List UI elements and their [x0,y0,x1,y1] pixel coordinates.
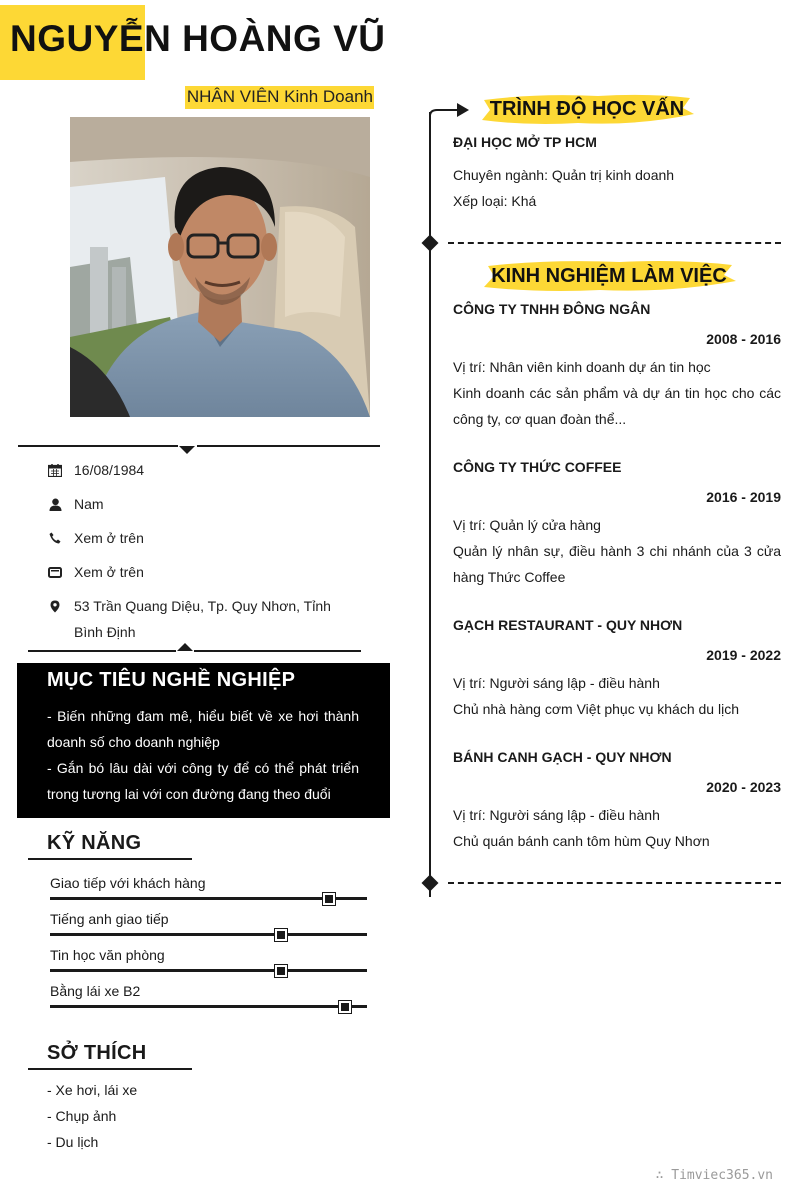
skill-label: Bằng lái xe B2 [50,983,141,999]
career-goal-text [47,703,359,807]
birthdate-row [47,457,334,483]
job-description: Quản lý nhân sự, điều hành 3 chi nhánh của 3 cửa hàng Thức Coffee [453,543,781,585]
education-title: TRÌNH ĐỘ HỌC VẤN [489,97,685,120]
address-row [47,593,334,645]
dashed-divider [448,242,781,244]
education-title-wrap [478,90,696,128]
skill-level-marker [275,929,287,941]
user-icon [47,491,63,517]
divider-right [197,445,380,447]
job-period: 2019 - 2022 [706,647,781,663]
phone-row [47,525,334,551]
job-position: Vị trí: Quản lý cửa hàng [453,517,601,533]
job-title: NHÂN VIÊN Kinh Doanh [185,86,374,109]
hobbies-title-underline [28,1068,192,1070]
watermark-text: Timviec365.vn [671,1168,773,1183]
phone-icon [47,525,63,551]
skill-label: Giao tiếp với khách hàng [50,875,206,891]
address: 53 Trần Quang Diệu, Tp. Quy Nhơn, Tỉnh Bình Định [74,598,331,640]
career-goal-line: - Biến những đam mê, hiểu biết về xe hơi thành doanh số cho doanh nghiệp [47,708,359,750]
divider-left [18,445,178,447]
job-period: 2020 - 2023 [706,779,781,795]
candidate-name: NGUYỄN HOÀNG VŨ [10,18,386,59]
timeline-diamond [422,235,439,252]
hobby-item: - Chụp ảnh [47,1108,117,1124]
calendar-icon [47,457,63,483]
experience-title: KINH NGHIỆM LÀM VIỆC [491,264,727,287]
job-company: CÔNG TY THỨC COFFEE [453,459,622,475]
location-icon [47,593,63,619]
job-details [453,802,781,854]
job-period: 2008 - 2016 [706,331,781,347]
skill-level-marker [323,893,335,905]
skill-label: Tiếng anh giao tiếp [50,911,169,927]
job-description: Chủ quán bánh canh tôm hùm Quy Nhơn [453,833,710,849]
job-company: CÔNG TY TNHH ĐÔNG NGÂN [453,301,651,317]
job-details [453,512,781,590]
email-row [47,559,334,585]
email[interactable]: Xem ở trên [74,564,144,580]
email-icon [47,559,63,585]
gender-row [47,491,334,517]
job-description: Chủ nhà hàng cơm Việt phục vụ khách du lịch [453,701,739,717]
job-position: Vị trí: Người sáng lập - điều hành [453,675,660,691]
skill-bar [50,1005,367,1008]
career-goal-section [17,663,390,818]
education-grade: Xếp loại: Khá [453,193,537,209]
job-description: Kinh doanh các sản phẩm và dự án tin học cho các công ty, cơ quan đoàn thể... [453,385,781,427]
divider-notch [179,446,195,454]
skill-label: Tin học văn phòng [50,947,165,963]
skills-title-underline [28,858,192,860]
skill-bar [50,933,367,936]
job-company: GẠCH RESTAURANT - QUY NHƠN [453,617,683,633]
job-details [453,354,781,432]
divider-right-2 [194,650,361,652]
timeline-diamond [422,875,439,892]
job-company: BÁNH CANH GẠCH - QUY NHƠN [453,749,672,765]
job-position: Vị trí: Nhân viên kinh doanh dự án tin học [453,359,711,375]
hobbies-title: SỞ THÍCH [47,1042,147,1064]
experience-title-wrap [480,256,738,296]
timeline-arrow-icon [429,102,473,126]
job-details [453,670,781,722]
skill-bar [50,969,367,972]
career-goal-title: MỤC TIÊU NGHỀ NGHIỆP [47,669,296,691]
divider-notch-2 [177,643,193,651]
hobby-item: - Xe hơi, lái xe [47,1082,138,1098]
skills-title: KỸ NĂNG [47,832,142,854]
career-goal-line: - Gắn bó lâu dài với công ty để có thể phát triển trong tương lai với con đường đang theo đuổi [47,760,359,802]
timeline-line [429,112,431,897]
divider-left-2 [28,650,176,652]
skill-level-marker [275,965,287,977]
hobby-item: - Du lịch [47,1134,99,1150]
profile-photo [70,117,370,417]
school-name: ĐẠI HỌC MỞ TP HCM [453,134,597,150]
dashed-divider [448,882,781,884]
phone[interactable]: Xem ở trên [74,530,144,546]
birthdate: 16/08/1984 [74,462,145,478]
watermark: ∴ Timviec365.vn [655,1168,773,1183]
education-details [453,162,781,214]
skill-level-marker [339,1001,351,1013]
gender: Nam [74,496,104,512]
education-major: Chuyên ngành: Quản trị kinh doanh [453,167,675,183]
job-period: 2016 - 2019 [706,489,781,505]
skill-bar [50,897,367,900]
job-position: Vị trí: Người sáng lập - điều hành [453,807,660,823]
